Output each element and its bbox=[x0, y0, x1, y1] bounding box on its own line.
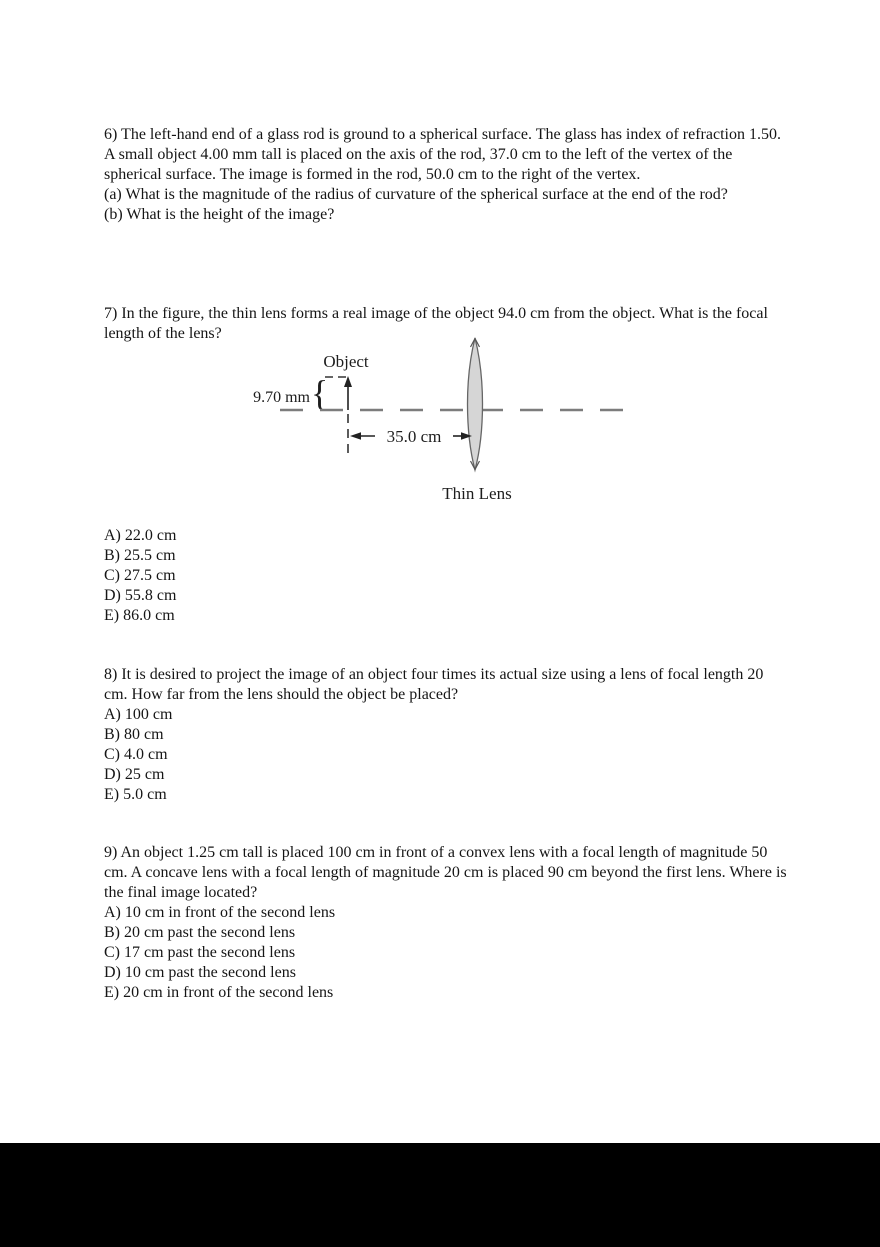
choice-8c: C) 4.0 cm bbox=[104, 746, 168, 763]
question-7-text: 7) In the figure, the thin lens forms a real image of the object 94.0 cm from the object. What is the focal length of the lens? bbox=[104, 305, 768, 342]
object-label: Object bbox=[323, 352, 369, 371]
question-6 bbox=[104, 125, 788, 225]
question-9 bbox=[104, 843, 788, 1003]
choice-9c: C) 17 cm past the second lens bbox=[104, 944, 296, 961]
question-6-part-a: (a) What is the magnitude of the radius of curvature of the spherical surface at the end of the rod? bbox=[104, 186, 728, 203]
thin-lens-figure bbox=[240, 337, 660, 509]
scan-black-bar bbox=[0, 1143, 880, 1247]
choice-9b: B) 20 cm past the second lens bbox=[104, 924, 296, 941]
choice-8e: E) 5.0 cm bbox=[104, 786, 167, 803]
question-6-part-b: (b) What is the height of the image? bbox=[104, 206, 335, 223]
question-8 bbox=[104, 665, 788, 805]
choice-9a: A) 10 cm in front of the second lens bbox=[104, 904, 336, 921]
choice-9e: E) 20 cm in front of the second lens bbox=[104, 984, 334, 1001]
choice-9d: D) 10 cm past the second lens bbox=[104, 964, 296, 981]
choice-8d: D) 25 cm bbox=[104, 766, 165, 783]
choice-7a: A) 22.0 cm bbox=[104, 527, 177, 544]
lens-shape bbox=[468, 338, 483, 470]
choice-7c: C) 27.5 cm bbox=[104, 567, 176, 584]
choice-7d: D) 55.8 cm bbox=[104, 587, 177, 604]
question-7-choices bbox=[104, 526, 788, 626]
curly-brace: { bbox=[311, 373, 329, 413]
question-9-text: 9) An object 1.25 cm tall is placed 100 cm in front of a convex lens with a focal length of magnitude 50 cm. A concave lens with a focal length of magnitude 20 cm is placed 90 cm beyond the first lens. Where is the final image located? bbox=[104, 844, 787, 901]
question-6-text: 6) The left-hand end of a glass rod is ground to a spherical surface. The glass has index of refraction 1.50. A small object 4.00 mm tall is placed on the axis of the rod, 37.0 cm to the left of the vertex of the spherical surface. The image is formed in the rod, 50.0 cm to the right of the vertex. bbox=[104, 126, 781, 183]
thin-lens-label: Thin Lens bbox=[442, 484, 512, 503]
question-8-text: 8) It is desired to project the image of an object four times its actual size using a lens of focal length 20 cm. How far from the lens should the object be placed? bbox=[104, 666, 764, 703]
choice-7e: E) 86.0 cm bbox=[104, 607, 175, 624]
choice-8b: B) 80 cm bbox=[104, 726, 164, 743]
choice-7b: B) 25.5 cm bbox=[104, 547, 176, 564]
choice-8a: A) 100 cm bbox=[104, 706, 173, 723]
object-height-label: 9.70 mm bbox=[253, 389, 310, 406]
distance-label: 35.0 cm bbox=[386, 427, 442, 446]
